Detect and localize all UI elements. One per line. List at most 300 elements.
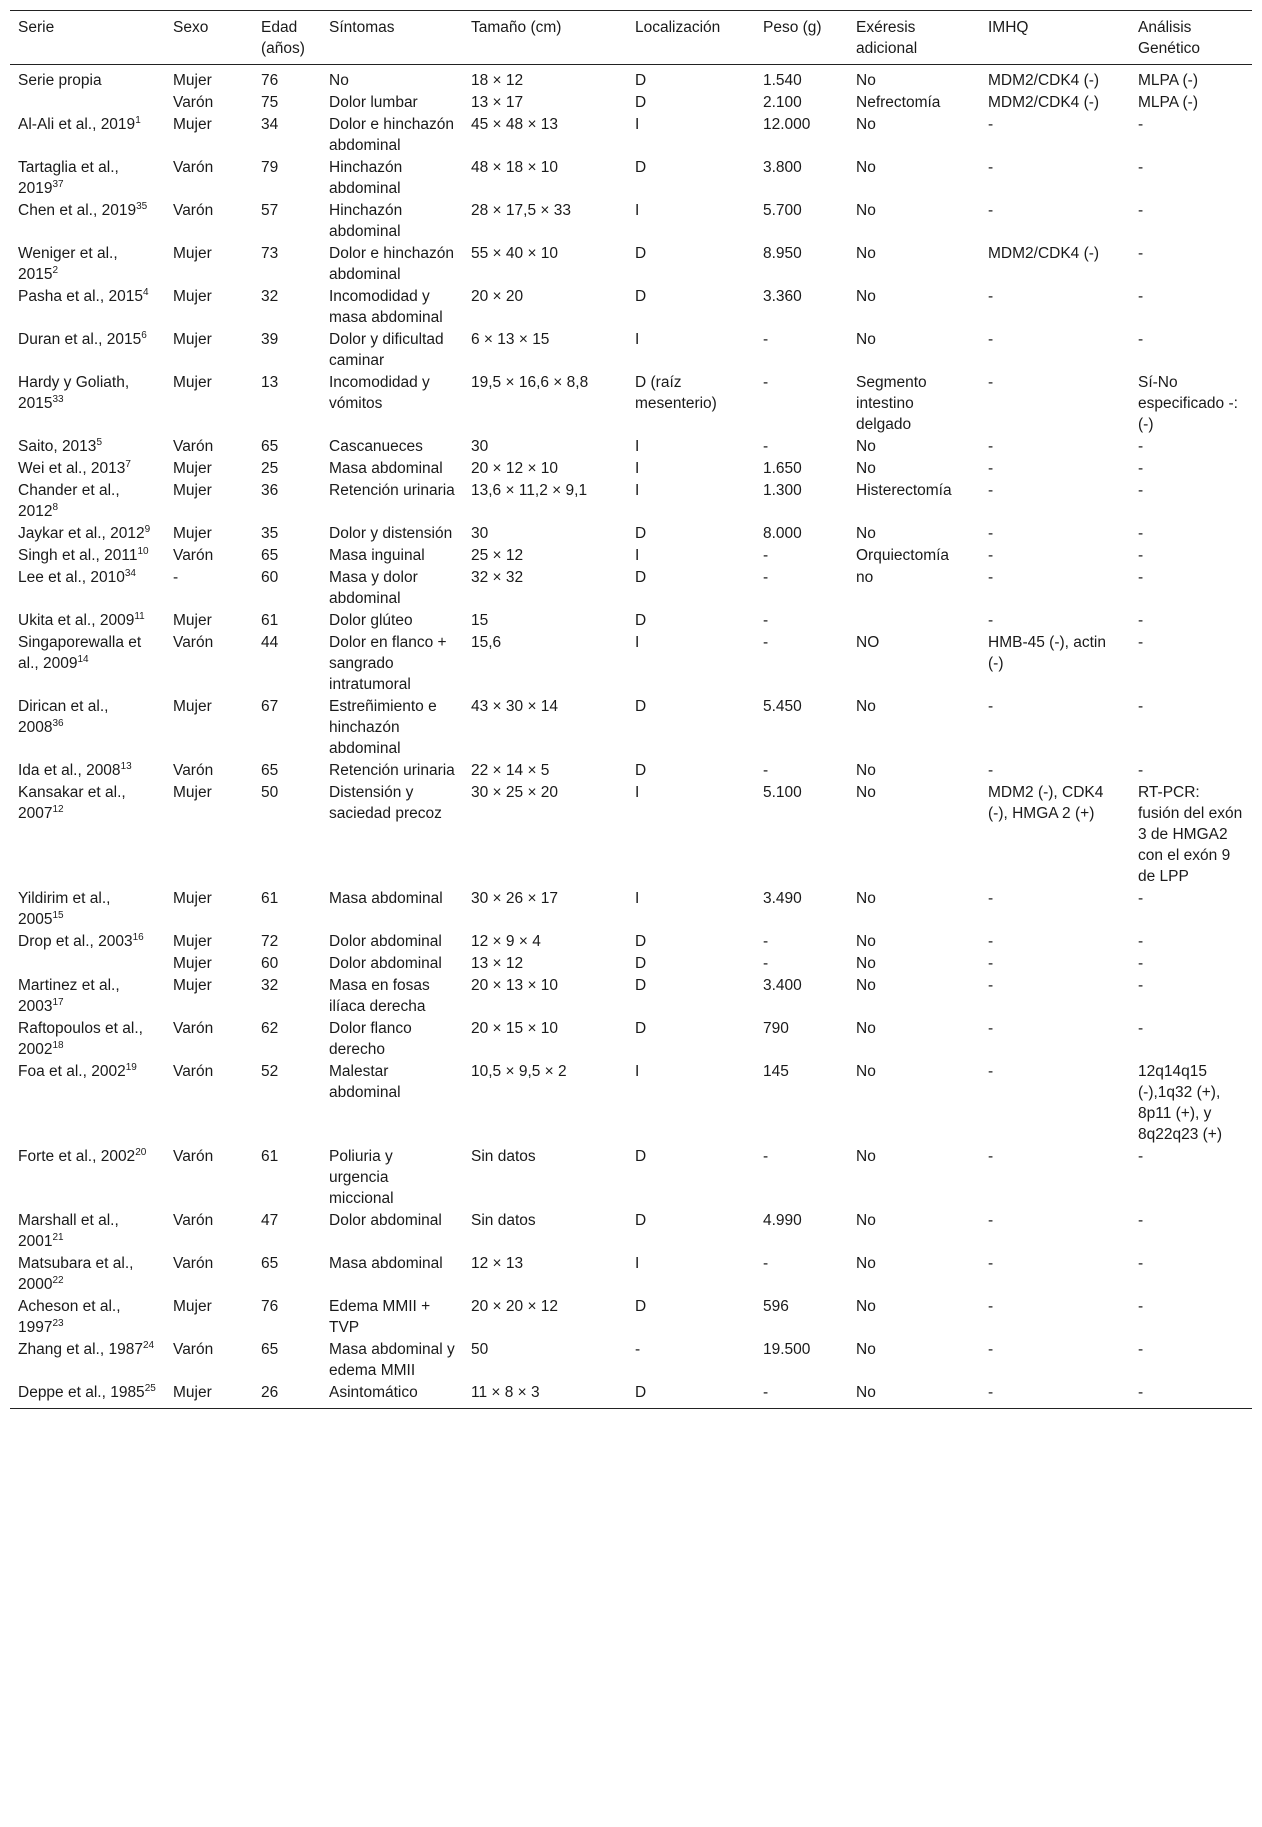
cell-serie [10, 888, 165, 931]
cell-sexo: Mujer [173, 116, 212, 133]
cell-peso: 3.490 [763, 890, 802, 907]
cell-sexo: Varón [173, 94, 214, 111]
cell-tamano: 30 × 25 × 20 [471, 784, 559, 801]
serie-text: Lee et al., 2010 [18, 569, 125, 586]
cell-exeresis: No [856, 933, 876, 950]
cell-edad: 79 [261, 159, 279, 176]
cell-peso: - [763, 955, 769, 972]
cell-localizacion: I [635, 438, 640, 455]
serie-text: Chen et al., 2019 [18, 202, 137, 219]
cell-edad: 61 [261, 612, 279, 629]
cell-sexo: Mujer [173, 612, 212, 629]
cell-sexo: Varón [173, 1255, 214, 1272]
cell-sexo: Mujer [173, 784, 212, 801]
cell-exeresis: No [856, 116, 876, 133]
cell-tamano: 32 × 32 [471, 569, 524, 586]
cell-tamano: 10,5 × 9,5 × 2 [471, 1063, 567, 1080]
cell-edad: 25 [261, 460, 279, 477]
cell-imhq: - [988, 955, 994, 972]
cell-sexo: Mujer [173, 245, 212, 262]
cell-sexo: Mujer [173, 460, 212, 477]
cell-localizacion: D [635, 612, 647, 629]
serie-text: Matsubara et al., 2000 [18, 1255, 134, 1293]
table-row [10, 1018, 1252, 1061]
reference-number: 9 [144, 524, 151, 535]
cell-sintomas: No [329, 72, 349, 89]
table-row [10, 931, 1252, 953]
reference-number: 16 [132, 932, 144, 943]
cell-peso: - [763, 1255, 769, 1272]
cell-peso: 19.500 [763, 1341, 811, 1358]
cell-sintomas: Dolor glúteo [329, 612, 413, 629]
cell-genetico: - [1138, 955, 1144, 972]
cell-localizacion: D [627, 1382, 755, 1409]
cell-sexo: Mujer [173, 72, 212, 89]
cell-sintomas: Incomodidad y vómitos [329, 374, 430, 412]
cell-edad: 35 [261, 525, 279, 542]
cell-tamano: 20 × 13 × 10 [471, 977, 559, 994]
cell-exeresis: No [856, 977, 876, 994]
cell-imhq: - [988, 374, 994, 391]
serie-text: Forte et al., 2002 [18, 1148, 136, 1165]
reference-number: 21 [52, 1232, 64, 1243]
cell-serie [10, 610, 165, 632]
cell-localizacion: D [635, 1212, 647, 1229]
cell-serie [10, 436, 165, 458]
serie-text: Serie propia [18, 72, 102, 89]
cell-peso: 1.650 [763, 460, 802, 477]
cell-exeresis: No [856, 1148, 876, 1165]
cell-edad: 32 [261, 977, 279, 994]
cell-sintomas: Cascanueces [329, 438, 423, 455]
cell-imhq: - [988, 890, 994, 907]
cell-tamano: 45 × 48 × 13 [471, 116, 559, 133]
col-edad: Edad (años) [253, 11, 321, 65]
reference-number: 14 [77, 654, 89, 665]
cell-exeresis: Histerectomía [856, 482, 952, 499]
cell-imhq: MDM2 (-), CDK4 (-), HMGA 2 (+) [988, 784, 1104, 822]
cell-genetico: - [1138, 1341, 1144, 1358]
cell-peso: 12.000 [763, 116, 811, 133]
cell-serie [10, 545, 165, 567]
cell-sexo: Mujer [173, 374, 212, 391]
serie-text: Foa et al., 2002 [18, 1063, 126, 1080]
cell-genetico: - [1138, 1212, 1144, 1229]
cell-genetico: - [1138, 460, 1144, 477]
cell-serie [10, 157, 165, 200]
table-row [10, 480, 1252, 523]
cell-tamano: Sin datos [471, 1212, 536, 1229]
cell-sintomas: Masa en fosas ilíaca derecha [329, 977, 430, 1015]
table-row [10, 286, 1252, 329]
cell-sintomas: Malestar abdominal [329, 1063, 401, 1101]
cell-genetico: - [1138, 245, 1144, 262]
cell-peso: - [763, 933, 769, 950]
cell-localizacion: I [635, 1063, 640, 1080]
cell-imhq: MDM2/CDK4 (-) [988, 94, 1100, 111]
cell-imhq: - [988, 460, 994, 477]
cell-tamano: 55 × 40 × 10 [471, 245, 559, 262]
cell-localizacion: I [635, 331, 640, 348]
cell-localizacion: I [635, 460, 640, 477]
cell-genetico: - [1138, 1020, 1144, 1037]
cell-serie [10, 567, 165, 610]
cell-edad: 61 [261, 1148, 279, 1165]
serie-text: Marshall et al., 2001 [18, 1212, 119, 1250]
table-row [10, 458, 1252, 480]
cell-sintomas: Asintomático [321, 1382, 463, 1409]
reference-number: 34 [124, 568, 136, 579]
cell-imhq: - [988, 1063, 994, 1080]
cell-edad: 36 [261, 482, 279, 499]
cell-serie [10, 1253, 165, 1296]
cell-genetico: - [1138, 634, 1144, 651]
table-row [10, 782, 1252, 888]
cell-sexo: Varón [173, 202, 214, 219]
table-row [10, 1296, 1252, 1339]
table-row [10, 523, 1252, 545]
cell-peso: 5.450 [763, 698, 802, 715]
cell-peso: 3.800 [763, 159, 802, 176]
cell-tamano: 20 × 20 [471, 288, 524, 305]
cell-edad: 13 [261, 374, 279, 391]
header-row [10, 11, 1252, 65]
serie-text: Al-Ali et al., 2019 [18, 116, 136, 133]
cell-imhq: MDM2/CDK4 (-) [988, 72, 1100, 89]
cell-sexo: Mujer [173, 955, 212, 972]
table-row [10, 65, 1252, 93]
cell-exeresis: No [856, 460, 876, 477]
cell-edad: 76 [261, 1298, 279, 1315]
serie-text: Singaporewalla et al., 2009 [18, 634, 142, 672]
cell-imhq: - [988, 482, 994, 499]
cell-exeresis: No [856, 955, 876, 972]
cell-imhq: - [988, 116, 994, 133]
reference-number: 10 [137, 546, 149, 557]
cell-serie [10, 696, 165, 760]
table-row [10, 243, 1252, 286]
cell-genetico: - [1138, 202, 1144, 219]
cell-genetico: - [1138, 288, 1144, 305]
reference-number: 12 [52, 804, 64, 815]
cell-serie [10, 480, 165, 523]
col-peso: Peso (g) [755, 11, 848, 65]
reference-number: 13 [120, 761, 132, 772]
cell-exeresis: No [856, 762, 876, 779]
cell-serie [10, 782, 165, 888]
serie-text: Ida et al., 2008 [18, 762, 121, 779]
cell-peso: - [763, 331, 769, 348]
cell-imhq: - [988, 525, 994, 542]
table-row [10, 1382, 1252, 1409]
cell-genetico: RT-PCR: fusión del exón 3 de HMGA2 con el exón 9 de LPP [1138, 784, 1243, 885]
table-row [10, 610, 1252, 632]
cell-sexo: Mujer [173, 977, 212, 994]
cell-genetico: MLPA (-) [1138, 72, 1198, 89]
cell-peso: 3.400 [763, 977, 802, 994]
cell-sintomas: Masa abdominal [329, 1255, 443, 1272]
cell-edad: 65 [261, 1341, 279, 1358]
cell-edad: 32 [261, 288, 279, 305]
cell-genetico: - [1138, 116, 1144, 133]
serie-text: Singh et al., 2011 [18, 547, 138, 564]
cell-imhq: - [988, 438, 994, 455]
cell-localizacion: D [635, 94, 647, 111]
cell-sexo: Mujer [173, 698, 212, 715]
reference-number: 37 [52, 179, 64, 190]
cell-localizacion: D [635, 933, 647, 950]
cell-tamano: 28 × 17,5 × 33 [471, 202, 571, 219]
cell-tamano: 6 × 13 × 15 [471, 331, 550, 348]
cell-exeresis: No [856, 288, 876, 305]
cell-exeresis: No [856, 1341, 876, 1358]
cell-tamano: 30 [471, 525, 489, 542]
table-row [10, 200, 1252, 243]
cell-localizacion: D [635, 762, 647, 779]
cell-tamano: 50 [471, 1341, 489, 1358]
cell-serie [10, 953, 165, 975]
cell-edad: 67 [261, 698, 279, 715]
table-row [10, 114, 1252, 157]
reference-number: 23 [52, 1318, 64, 1329]
table-row [10, 92, 1252, 114]
reference-number: 36 [52, 718, 64, 729]
cell-tamano: 12 × 13 [471, 1255, 524, 1272]
cell-genetico: - [1138, 612, 1144, 629]
cell-serie [10, 1382, 165, 1409]
cell-sexo: Varón [173, 762, 214, 779]
cell-sintomas: Distensión y saciedad precoz [329, 784, 442, 822]
serie-text: Zhang et al., 1987 [18, 1341, 143, 1358]
cell-sexo: Varón [173, 634, 214, 651]
cell-localizacion: D [635, 72, 647, 89]
cell-sintomas: Dolor flanco derecho [329, 1020, 412, 1058]
cell-peso: 596 [763, 1298, 789, 1315]
cell-peso: 8.000 [763, 525, 802, 542]
cell-imhq: - [988, 159, 994, 176]
cell-exeresis: no [856, 569, 874, 586]
cell-sexo: Mujer [173, 482, 212, 499]
cell-exeresis: No [848, 1382, 980, 1409]
cell-exeresis: No [856, 245, 876, 262]
cell-localizacion: D [635, 955, 647, 972]
cell-edad: 62 [261, 1020, 279, 1037]
cell-tamano: 11 × 8 × 3 [463, 1382, 627, 1409]
cell-exeresis: Segmento intestino delgado [856, 374, 927, 433]
literature-table [10, 10, 1252, 1409]
cell-peso: - [763, 762, 769, 779]
cell-sexo: Varón [173, 1148, 214, 1165]
table-row [10, 545, 1252, 567]
reference-number: 15 [52, 910, 64, 921]
table-row [10, 760, 1252, 782]
cell-sexo: Mujer [173, 933, 212, 950]
cell-localizacion: D [635, 1020, 647, 1037]
cell-exeresis: No [856, 1063, 876, 1080]
cell-localizacion: D [635, 698, 647, 715]
cell-sintomas: Dolor lumbar [329, 94, 418, 111]
serie-text: Deppe et al., 1985 [18, 1384, 145, 1401]
cell-sexo: Varón [173, 1212, 214, 1229]
table-row [10, 567, 1252, 610]
cell-peso: - [763, 438, 769, 455]
cell-genetico: - [1138, 762, 1144, 779]
cell-exeresis: Nefrectomía [856, 94, 941, 111]
cell-exeresis: No [856, 890, 876, 907]
cell-exeresis [848, 610, 980, 632]
cell-peso: 8.950 [763, 245, 802, 262]
reference-number: 1 [135, 115, 141, 126]
cell-peso: 145 [763, 1063, 789, 1080]
cell-peso: - [763, 569, 769, 586]
cell-genetico: - [1138, 525, 1144, 542]
cell-exeresis: No [856, 159, 876, 176]
serie-text: Yildirim et al., 2005 [18, 890, 111, 928]
cell-imhq: - [988, 1298, 994, 1315]
cell-exeresis: No [856, 698, 876, 715]
cell-genetico: - [1138, 482, 1144, 499]
cell-peso: - [763, 1148, 769, 1165]
cell-imhq: - [988, 547, 994, 564]
cell-sexo: Mujer [173, 1298, 212, 1315]
cell-sintomas: Dolor e hinchazón abdominal [329, 116, 454, 154]
cell-exeresis: No [856, 72, 876, 89]
cell-imhq: - [988, 762, 994, 779]
cell-localizacion: I [635, 202, 640, 219]
serie-text: Chander et al., 2012 [18, 482, 120, 520]
serie-text: Acheson et al., 1997 [18, 1298, 121, 1336]
cell-tamano: 30 [471, 438, 489, 455]
serie-text: Weniger et al., 2015 [18, 245, 118, 283]
cell-tamano: 13 × 17 [471, 94, 524, 111]
cell-peso: 790 [763, 1020, 789, 1037]
cell-serie [10, 286, 165, 329]
cell-sintomas: Poliuria y urgencia miccional [329, 1148, 394, 1207]
cell-imhq: - [988, 698, 994, 715]
cell-sexo: Mujer [173, 331, 212, 348]
serie-text: Drop et al., 2003 [18, 933, 133, 950]
cell-sintomas: Masa inguinal [329, 547, 425, 564]
col-sintomas: Síntomas [321, 11, 463, 65]
cell-tamano: 20 × 20 × 12 [471, 1298, 559, 1315]
cell-genetico: - [1138, 1255, 1144, 1272]
cell-localizacion: I [635, 116, 640, 133]
serie-text: Raftopoulos et al., 2002 [18, 1020, 143, 1058]
cell-sintomas: Dolor y distensión [329, 525, 453, 542]
serie-text: Duran et al., 2015 [18, 331, 142, 348]
cell-exeresis: No [856, 1212, 876, 1229]
col-tamano: Tamaño (cm) [463, 11, 627, 65]
cell-sexo: Varón [173, 159, 214, 176]
cell-serie [10, 760, 165, 782]
cell-serie [10, 1146, 165, 1210]
cell-tamano: 15,6 [471, 634, 502, 651]
cell-edad: 44 [261, 634, 279, 651]
table-row [10, 157, 1252, 200]
cell-tamano: 30 × 26 × 17 [471, 890, 559, 907]
cell-serie [10, 372, 165, 436]
col-serie: Serie [10, 11, 165, 65]
reference-number: 33 [52, 394, 64, 405]
reference-number: 22 [52, 1275, 64, 1286]
cell-edad: 39 [261, 331, 279, 348]
cell-sintomas: Dolor abdominal [329, 955, 442, 972]
cell-genetico: - [1138, 569, 1144, 586]
cell-sexo: Mujer [173, 288, 212, 305]
cell-imhq: - [988, 331, 994, 348]
reference-number: 20 [135, 1147, 147, 1158]
cell-edad: 60 [261, 569, 279, 586]
cell-edad: 57 [261, 202, 279, 219]
cell-sintomas: Masa y dolor abdominal [329, 569, 418, 607]
cell-sintomas: Dolor abdominal [329, 1212, 442, 1229]
cell-peso: 1.540 [763, 72, 802, 89]
serie-text: Wei et al., 2013 [18, 460, 126, 477]
reference-number: 17 [52, 997, 64, 1008]
cell-imhq: - [988, 1341, 994, 1358]
cell-genetico: - [1130, 1382, 1252, 1409]
cell-sexo: Varón [173, 1020, 214, 1037]
reference-number: 4 [142, 287, 149, 298]
cell-serie [10, 1296, 165, 1339]
reference-number: 8 [52, 502, 59, 513]
cell-edad: 72 [261, 933, 279, 950]
cell-sintomas: Dolor e hinchazón abdominal [329, 245, 454, 283]
cell-sintomas: Retención urinaria [329, 482, 455, 499]
cell-edad: 47 [261, 1212, 279, 1229]
cell-edad: 73 [261, 245, 279, 262]
cell-localizacion: D [635, 1148, 647, 1165]
cell-localizacion: D [635, 569, 647, 586]
table-row [10, 1339, 1252, 1382]
cell-serie [10, 1210, 165, 1253]
col-genetico: Análisis Genético [1130, 11, 1252, 65]
cell-genetico: - [1138, 1298, 1144, 1315]
serie-text: Saito, 2013 [18, 438, 97, 455]
cell-peso: 3.360 [763, 288, 802, 305]
cell-exeresis: No [856, 525, 876, 542]
cell-imhq: - [988, 933, 994, 950]
reference-number: 25 [144, 1383, 156, 1394]
serie-text: Ukita et al., 2009 [18, 612, 135, 629]
cell-tamano: 18 × 12 [471, 72, 524, 89]
cell-genetico: - [1138, 331, 1144, 348]
table-row [10, 372, 1252, 436]
cell-sexo: Mujer [165, 1382, 253, 1409]
cell-genetico: - [1138, 890, 1144, 907]
table-row [10, 1253, 1252, 1296]
cell-genetico: - [1138, 547, 1144, 564]
reference-number: 35 [136, 201, 148, 212]
cell-exeresis: No [856, 438, 876, 455]
cell-localizacion: D [635, 525, 647, 542]
table-row [10, 888, 1252, 931]
cell-serie [10, 632, 165, 696]
cell-serie [10, 458, 165, 480]
table-row [10, 1146, 1252, 1210]
cell-imhq: - [988, 1148, 994, 1165]
cell-tamano: 22 × 14 × 5 [471, 762, 550, 779]
reference-number: 24 [142, 1340, 155, 1351]
cell-sintomas: Edema MMII + TVP [329, 1298, 431, 1336]
cell-genetico: Sí-No especificado -: (-) [1138, 374, 1238, 433]
cell-imhq: MDM2/CDK4 (-) [988, 245, 1100, 262]
serie-text: Kansakar et al., 2007 [18, 784, 126, 822]
cell-edad: 76 [261, 72, 279, 89]
cell-tamano: 20 × 15 × 10 [471, 1020, 559, 1037]
cell-genetico: - [1138, 1148, 1144, 1165]
col-sexo: Sexo [165, 11, 253, 65]
